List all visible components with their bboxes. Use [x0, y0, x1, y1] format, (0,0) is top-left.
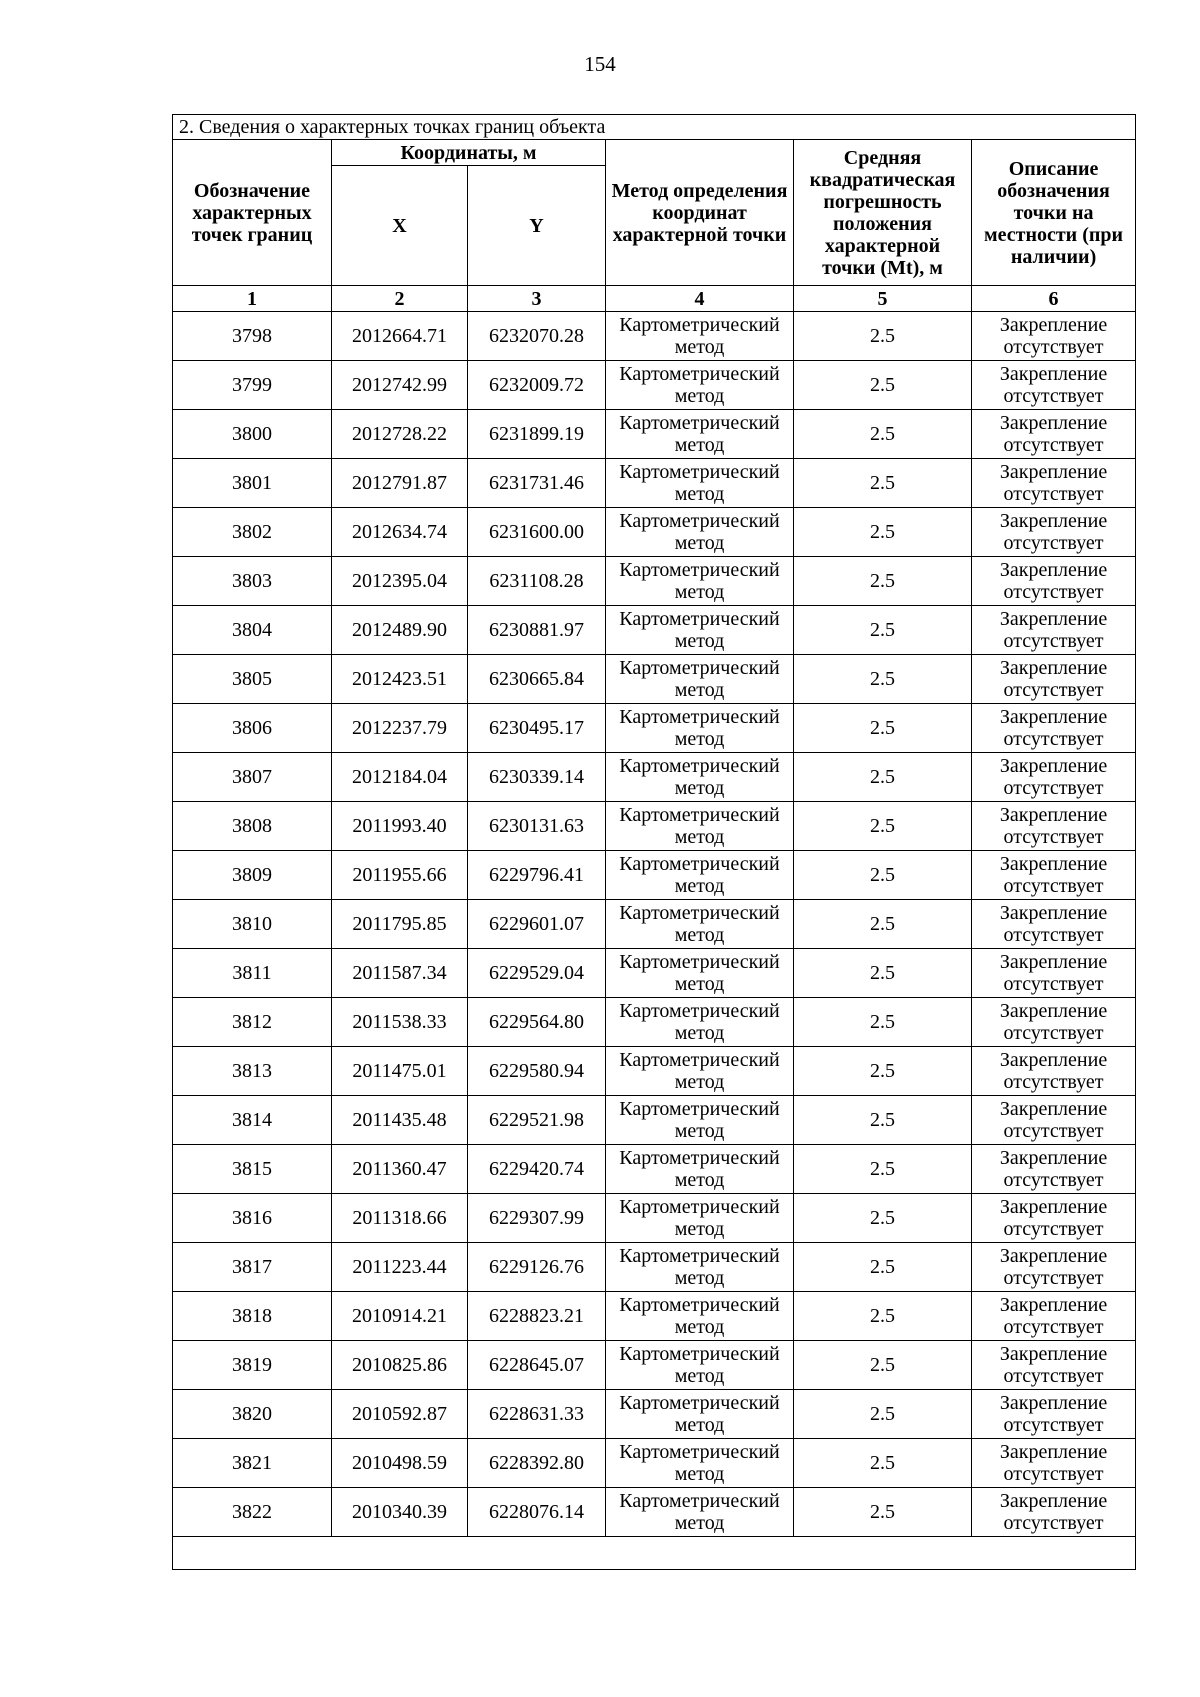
cell-method: Картометрический метод [606, 998, 794, 1047]
cell-x: 2011955.66 [332, 851, 468, 900]
header-method: Метод определения координат характерной точки [606, 140, 794, 286]
header-x: X [332, 166, 468, 286]
cell-y: 6229601.07 [468, 900, 606, 949]
cell-y: 6229521.98 [468, 1096, 606, 1145]
cell-description: Закрепление отсутствует [972, 1243, 1136, 1292]
cell-method: Картометрический метод [606, 1439, 794, 1488]
cell-y: 6229580.94 [468, 1047, 606, 1096]
cell-method: Картометрический метод [606, 753, 794, 802]
cell-y: 6230665.84 [468, 655, 606, 704]
cell-point: 3801 [173, 459, 332, 508]
cell-point: 3817 [173, 1243, 332, 1292]
table-row [173, 704, 1136, 753]
cell-error: 2.5 [794, 900, 972, 949]
table-row [173, 1439, 1136, 1488]
cell-point: 3819 [173, 1341, 332, 1390]
cell-x: 2011360.47 [332, 1145, 468, 1194]
table-row [173, 1145, 1136, 1194]
cell-error: 2.5 [794, 361, 972, 410]
cell-description: Закрепление отсутствует [972, 1341, 1136, 1390]
cell-description: Закрепление отсутствует [972, 361, 1136, 410]
column-number: 2 [332, 286, 468, 312]
cell-error: 2.5 [794, 704, 972, 753]
cell-x: 2011587.34 [332, 949, 468, 998]
column-number: 5 [794, 286, 972, 312]
header-y: Y [468, 166, 606, 286]
cell-method: Картометрический метод [606, 900, 794, 949]
cell-description: Закрепление отсутствует [972, 1145, 1136, 1194]
cell-description: Закрепление отсутствует [972, 410, 1136, 459]
table-row [173, 361, 1136, 410]
cell-error: 2.5 [794, 851, 972, 900]
cell-y: 6228076.14 [468, 1488, 606, 1537]
cell-error: 2.5 [794, 753, 972, 802]
cell-y: 6230339.14 [468, 753, 606, 802]
table-row [173, 459, 1136, 508]
cell-description: Закрепление отсутствует [972, 949, 1136, 998]
cell-point: 3806 [173, 704, 332, 753]
cell-error: 2.5 [794, 1096, 972, 1145]
cell-x: 2010825.86 [332, 1341, 468, 1390]
header-coordinates: Координаты, м [332, 140, 606, 166]
cell-description: Закрепление отсутствует [972, 459, 1136, 508]
table-row [173, 1292, 1136, 1341]
cell-method: Картометрический метод [606, 704, 794, 753]
cell-point: 3809 [173, 851, 332, 900]
empty-row [173, 1537, 1136, 1570]
cell-y: 6231731.46 [468, 459, 606, 508]
cell-point: 3814 [173, 1096, 332, 1145]
cell-description: Закрепление отсутствует [972, 802, 1136, 851]
cell-point: 3798 [173, 312, 332, 361]
cell-x: 2011435.48 [332, 1096, 468, 1145]
cell-error: 2.5 [794, 998, 972, 1047]
table-row [173, 655, 1136, 704]
cell-point: 3799 [173, 361, 332, 410]
cell-point: 3813 [173, 1047, 332, 1096]
cell-method: Картометрический метод [606, 459, 794, 508]
cell-x: 2012395.04 [332, 557, 468, 606]
cell-method: Картометрический метод [606, 1292, 794, 1341]
cell-point: 3805 [173, 655, 332, 704]
cell-description: Закрепление отсутствует [972, 1194, 1136, 1243]
cell-y: 6228631.33 [468, 1390, 606, 1439]
cell-x: 2011538.33 [332, 998, 468, 1047]
cell-y: 6228645.07 [468, 1341, 606, 1390]
cell-point: 3818 [173, 1292, 332, 1341]
table-row [173, 949, 1136, 998]
cell-point: 3810 [173, 900, 332, 949]
column-number: 6 [972, 286, 1136, 312]
cell-method: Картометрический метод [606, 557, 794, 606]
cell-x: 2012791.87 [332, 459, 468, 508]
cell-method: Картометрический метод [606, 1145, 794, 1194]
cell-x: 2012184.04 [332, 753, 468, 802]
cell-description: Закрепление отсутствует [972, 753, 1136, 802]
cell-method: Картометрический метод [606, 410, 794, 459]
cell-point: 3800 [173, 410, 332, 459]
table-row [173, 1047, 1136, 1096]
cell-point: 3811 [173, 949, 332, 998]
cell-method: Картометрический метод [606, 312, 794, 361]
cell-y: 6229564.80 [468, 998, 606, 1047]
table-row [173, 557, 1136, 606]
cell-x: 2010914.21 [332, 1292, 468, 1341]
table-row [173, 1390, 1136, 1439]
cell-error: 2.5 [794, 1047, 972, 1096]
empty-cell [173, 1537, 1136, 1570]
column-number: 1 [173, 286, 332, 312]
cell-y: 6228823.21 [468, 1292, 606, 1341]
table-body [173, 312, 1136, 1537]
cell-x: 2011993.40 [332, 802, 468, 851]
cell-x: 2012423.51 [332, 655, 468, 704]
cell-error: 2.5 [794, 1194, 972, 1243]
cell-description: Закрепление отсутствует [972, 312, 1136, 361]
table-row [173, 753, 1136, 802]
cell-error: 2.5 [794, 1145, 972, 1194]
cell-description: Закрепление отсутствует [972, 1047, 1136, 1096]
cell-point: 3804 [173, 606, 332, 655]
cell-y: 6229529.04 [468, 949, 606, 998]
cell-error: 2.5 [794, 1488, 972, 1537]
cell-point: 3807 [173, 753, 332, 802]
cell-y: 6229796.41 [468, 851, 606, 900]
cell-method: Картометрический метод [606, 606, 794, 655]
cell-point: 3816 [173, 1194, 332, 1243]
cell-error: 2.5 [794, 1243, 972, 1292]
cell-y: 6230495.17 [468, 704, 606, 753]
table-row [173, 802, 1136, 851]
cell-description: Закрепление отсутствует [972, 1292, 1136, 1341]
cell-error: 2.5 [794, 1390, 972, 1439]
table-row [173, 410, 1136, 459]
cell-x: 2012634.74 [332, 508, 468, 557]
boundary-points-table [172, 114, 1136, 1570]
column-number: 3 [468, 286, 606, 312]
cell-method: Картометрический метод [606, 655, 794, 704]
table-row [173, 312, 1136, 361]
cell-description: Закрепление отсутствует [972, 851, 1136, 900]
cell-method: Картометрический метод [606, 851, 794, 900]
cell-method: Картометрический метод [606, 1096, 794, 1145]
table-row [173, 1488, 1136, 1537]
cell-method: Картометрический метод [606, 1341, 794, 1390]
cell-error: 2.5 [794, 508, 972, 557]
table-caption: 2. Сведения о характерных точках границ объекта [173, 115, 1136, 140]
table-row [173, 508, 1136, 557]
table-row [173, 1243, 1136, 1292]
cell-method: Картометрический метод [606, 1390, 794, 1439]
header-description: Описание обозначения точки на местности (при наличии) [972, 140, 1136, 286]
cell-x: 2010340.39 [332, 1488, 468, 1537]
column-number: 4 [606, 286, 794, 312]
cell-x: 2011223.44 [332, 1243, 468, 1292]
table-row [173, 900, 1136, 949]
cell-point: 3821 [173, 1439, 332, 1488]
cell-method: Картометрический метод [606, 361, 794, 410]
table-row [173, 1096, 1136, 1145]
cell-x: 2010498.59 [332, 1439, 468, 1488]
cell-y: 6232009.72 [468, 361, 606, 410]
cell-method: Картометрический метод [606, 1243, 794, 1292]
cell-y: 6230881.97 [468, 606, 606, 655]
table-row [173, 606, 1136, 655]
cell-description: Закрепление отсутствует [972, 900, 1136, 949]
cell-description: Закрепление отсутствует [972, 998, 1136, 1047]
cell-point: 3802 [173, 508, 332, 557]
cell-error: 2.5 [794, 557, 972, 606]
cell-x: 2010592.87 [332, 1390, 468, 1439]
table-row [173, 851, 1136, 900]
cell-method: Картометрический метод [606, 949, 794, 998]
cell-method: Картометрический метод [606, 1047, 794, 1096]
cell-description: Закрепление отсутствует [972, 508, 1136, 557]
cell-error: 2.5 [794, 410, 972, 459]
cell-error: 2.5 [794, 1439, 972, 1488]
cell-description: Закрепление отсутствует [972, 1390, 1136, 1439]
cell-method: Картометрический метод [606, 1488, 794, 1537]
cell-point: 3820 [173, 1390, 332, 1439]
cell-x: 2012742.99 [332, 361, 468, 410]
cell-error: 2.5 [794, 1341, 972, 1390]
cell-x: 2011795.85 [332, 900, 468, 949]
cell-x: 2011475.01 [332, 1047, 468, 1096]
cell-x: 2012489.90 [332, 606, 468, 655]
cell-x: 2012728.22 [332, 410, 468, 459]
cell-point: 3808 [173, 802, 332, 851]
cell-y: 6232070.28 [468, 312, 606, 361]
cell-y: 6231108.28 [468, 557, 606, 606]
cell-x: 2012664.71 [332, 312, 468, 361]
cell-error: 2.5 [794, 949, 972, 998]
cell-description: Закрепление отсутствует [972, 1488, 1136, 1537]
cell-x: 2011318.66 [332, 1194, 468, 1243]
cell-method: Картометрический метод [606, 508, 794, 557]
header-error: Средняя квадратическая погрешность положения характерной точки (Mt), м [794, 140, 972, 286]
cell-y: 6231899.19 [468, 410, 606, 459]
cell-point: 3822 [173, 1488, 332, 1537]
cell-error: 2.5 [794, 1292, 972, 1341]
cell-y: 6228392.80 [468, 1439, 606, 1488]
cell-y: 6229420.74 [468, 1145, 606, 1194]
cell-error: 2.5 [794, 312, 972, 361]
cell-y: 6230131.63 [468, 802, 606, 851]
cell-point: 3803 [173, 557, 332, 606]
page-number: 154 [584, 52, 616, 76]
cell-x: 2012237.79 [332, 704, 468, 753]
cell-description: Закрепление отсутствует [972, 655, 1136, 704]
cell-description: Закрепление отсутствует [972, 1439, 1136, 1488]
table-row [173, 998, 1136, 1047]
cell-point: 3812 [173, 998, 332, 1047]
cell-y: 6229126.76 [468, 1243, 606, 1292]
cell-y: 6231600.00 [468, 508, 606, 557]
cell-description: Закрепление отсутствует [972, 606, 1136, 655]
cell-error: 2.5 [794, 655, 972, 704]
table-row [173, 1341, 1136, 1390]
cell-method: Картометрический метод [606, 1194, 794, 1243]
cell-point: 3815 [173, 1145, 332, 1194]
cell-description: Закрепление отсутствует [972, 1096, 1136, 1145]
header-point: Обозначение характерных точек границ [173, 140, 332, 286]
cell-method: Картометрический метод [606, 802, 794, 851]
cell-description: Закрепление отсутствует [972, 704, 1136, 753]
table-row [173, 1194, 1136, 1243]
cell-description: Закрепление отсутствует [972, 557, 1136, 606]
cell-error: 2.5 [794, 802, 972, 851]
cell-y: 6229307.99 [468, 1194, 606, 1243]
cell-error: 2.5 [794, 606, 972, 655]
cell-error: 2.5 [794, 459, 972, 508]
